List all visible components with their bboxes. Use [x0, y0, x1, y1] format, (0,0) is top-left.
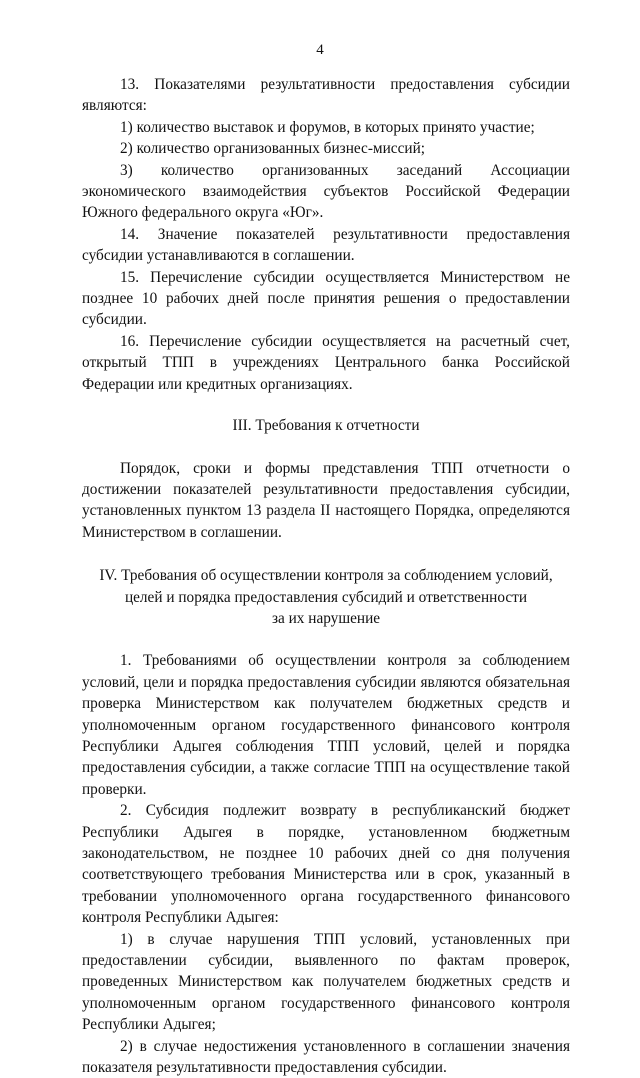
section-4-paragraph-2: 2. Субсидия подлежит возврату в республиканский бюджет Республики Адыгея в порядке, установленном бюджетным законодательством, не позднее 10 рабочих дней со дня получения соответствующего требования Министерства или в срок, указанный в требовании уполномоченного органа государственного финансового контроля Республики Адыгея: — [82, 802, 570, 927]
page-number: 4 — [316, 42, 324, 58]
section-4-title-line-2: целей и порядка предоставления субсидий и ответственности — [124, 588, 528, 606]
section-4-paragraph-1: 1. Требованиями об осуществлении контроля за соблюдением условий, цели и порядка предоставления субсидии являются обязательная проверка Министерством как получателем бюджетных средств и уполномоченным органом государственного финансового контроля Республики Адыгея соблюдения ТПП условий, целей и порядка предоставления субсидии, а также согласие ТПП на осуществление такой проверки. — [82, 652, 570, 798]
paragraph-13: 13. Показателями результативности предоставления субсидии являются: — [82, 76, 570, 115]
paragraph-16: 16. Перечисление субсидии осуществляется на расчетный счет, открытый ТПП в учреждениях Центрального банка Российской Федерации или кредитных организациях. — [82, 332, 570, 393]
section-3-heading — [82, 415, 570, 436]
paragraph-14: 14. Значение показателей результативности предоставления субсидии устанавливаются в соглашении. — [82, 225, 570, 265]
document-body — [82, 74, 570, 1078]
section-4-title-line-3: за их нарушение — [271, 609, 381, 627]
section-4-title-line-1: IV. Требования об осуществлении контроля за соблюдением условий, — [99, 567, 553, 585]
paragraph-13-item-1: 1) количество выставок и форумов, в которых принято участие; — [120, 118, 535, 136]
paragraph-13-item-3: 3) количество организованных заседаний Ассоциации экономического взаимодействия субъектов Российской Федерации Южного федерального округа «Юг». — [82, 161, 570, 222]
paragraph-15: 15. Перечисление субсидии осуществляется Министерством не позднее 10 рабочих дней после принятия решения о предоставлении субсидии. — [82, 268, 570, 329]
section-4-paragraph-2-item-1: 1) в случае нарушения ТПП условий, установленных при предоставлении субсидии, выявленного по фактам проверок, проведенных Министерством как получателем бюджетных средств и уполномоченным органом государственного финансового контроля Республики Адыгея; — [82, 930, 570, 1034]
section-3-paragraph: Порядок, сроки и формы представления ТПП отчетности о достижении показателей результативности предоставления субсидии, установленных пунктом 13 раздела II настоящего Порядка, определяются Министерством в соглашении. — [82, 459, 570, 541]
section-4-heading — [82, 565, 570, 629]
section-3-title: III. Требования к отчетности — [232, 417, 420, 435]
section-4-paragraph-2-item-2: 2) в случае недостижения установленного в соглашении значения показателя результативности предоставления субсидии. — [82, 1037, 570, 1077]
paragraph-13-item-2: 2) количество организованных бизнес-миссий; — [120, 140, 426, 158]
